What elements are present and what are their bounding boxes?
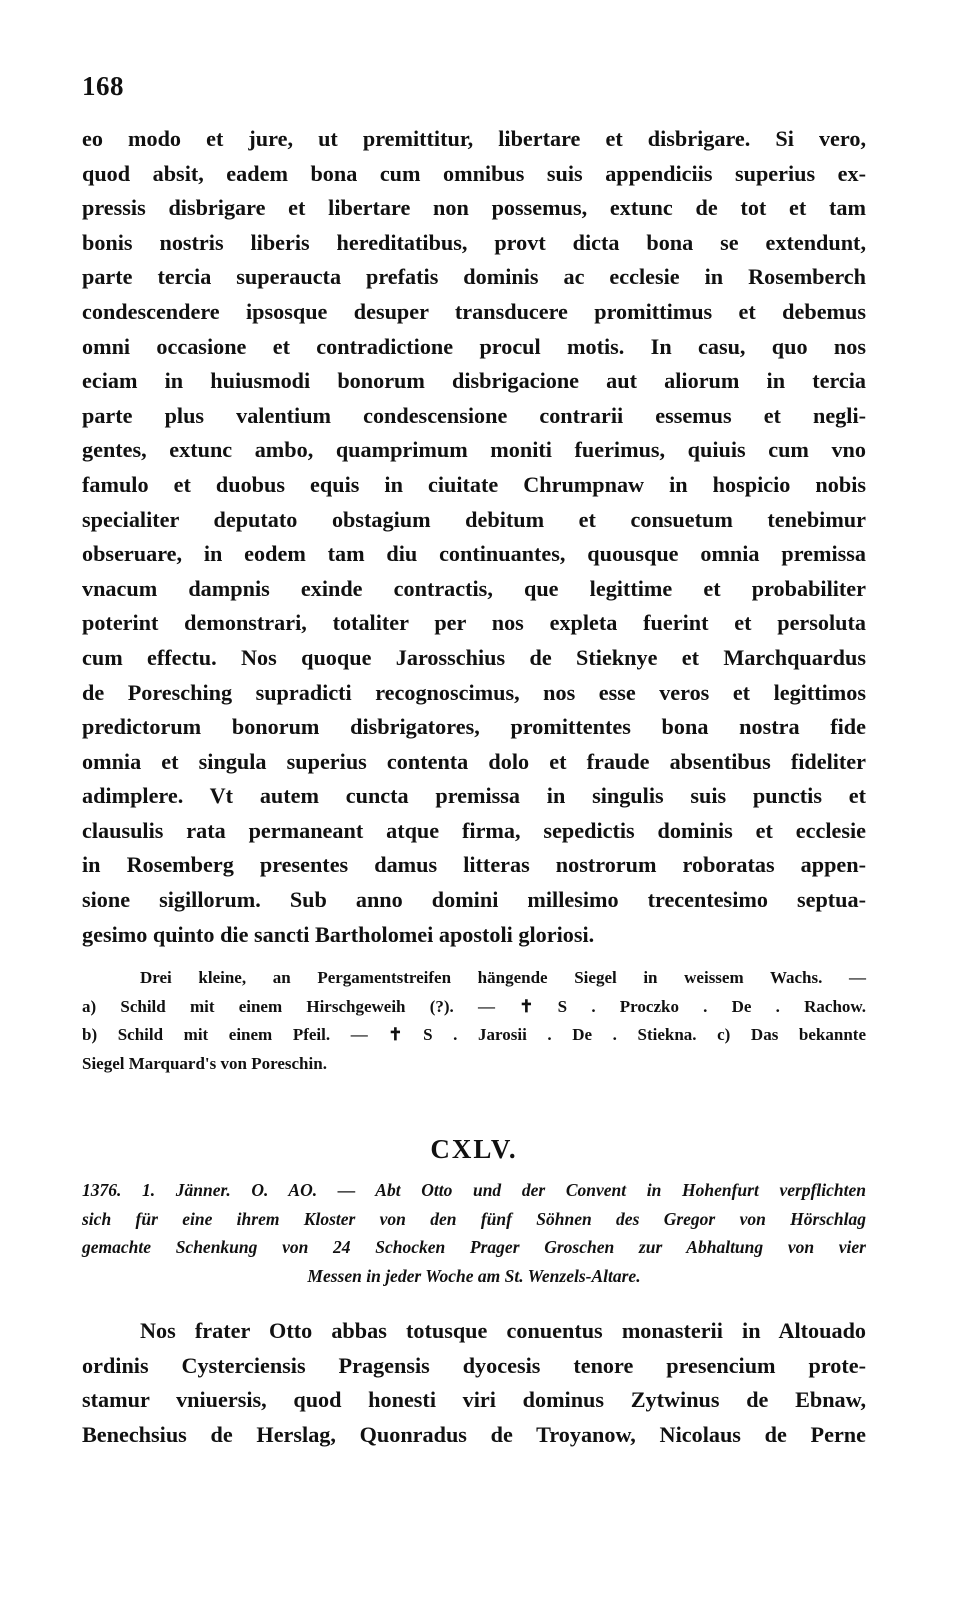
text-line: Nos frater Otto abbas totusque conuentus monasterii in Altouado (140, 1318, 866, 1344)
text-line: specialiter deputato obstagium debitum et consuetum tenebimur (82, 506, 866, 532)
text-line: gentes, extunc ambo, quamprimum moniti fuerimus, quiuis cum vno (82, 437, 866, 463)
text-line: de Poresching supradicti recognoscimus, nos esse veros et legittimos (82, 679, 866, 705)
text-line: ordinis Cysterciensis Pragensis dyocesis tenore presencium prote- (82, 1352, 866, 1378)
text-line: stamur vniuersis, quod honesti viri dominus Zytwinus de Ebnaw, (82, 1387, 866, 1413)
regest-line: 1376. 1. Jänner. O. AO. — Abt Otto und der Convent in Hohenfurt verpflichten (82, 1180, 866, 1201)
text-line: condescendere ipsosque desuper transducere promittimus et debemus (82, 298, 866, 324)
charter-text-paragraph (82, 122, 866, 952)
note-line: b) Schild mit einem Pfeil. — ✝ S . Jarosii . De . Stiekna. c) Das bekannte (82, 1025, 866, 1045)
seal-note (82, 964, 866, 1078)
regest-line: Messen in jeder Woche am St. Wenzels-Altare. (307, 1265, 641, 1286)
document-number-heading: CXLV. (430, 1134, 518, 1165)
text-line: omni occasione et contradictione procul motis. In casu, quo nos (82, 333, 866, 359)
text-line: poterint demonstrari, totaliter per nos expleta fuerint et persoluta (82, 610, 866, 636)
text-line: gesimo quinto die sancti Bartholomei apostoli gloriosi. (82, 921, 595, 947)
text-line: predictorum bonorum disbrigatores, promittentes bona nostra fide (82, 714, 866, 740)
note-line: Drei kleine, an Pergamentstreifen hängende Siegel in weissem Wachs. — (140, 968, 866, 988)
text-line: sione sigillorum. Sub anno domini millesimo trecentesimo septua- (82, 887, 866, 913)
text-line: cum effectu. Nos quoque Jarosschius de Stieknye et Marchquardus (82, 644, 866, 670)
text-line: parte plus valentium condescensione contrarii essemus et negli- (82, 402, 866, 428)
regest-line: gemachte Schenkung von 24 Schocken Prager Groschen zur Abhaltung von vier (82, 1237, 866, 1258)
charter-text-paragraph-2 (82, 1314, 866, 1452)
text-line: obseruare, in eodem tam diu continuantes, quousque omnia premissa (82, 541, 866, 567)
text-line: vnacum dampnis exinde contractis, que legittime et probabiliter (82, 575, 866, 601)
text-line: quod absit, eadem bona cum omnibus suis appendiciis superius ex- (82, 160, 866, 186)
text-line: in Rosemberg presentes damus litteras nostrorum roboratas appen- (82, 852, 866, 878)
document-page (82, 70, 866, 1453)
page-number: 168 (82, 71, 124, 101)
text-line: omnia et singula superius contenta dolo et fraude absentibus fideliter (82, 748, 866, 774)
note-line: Siegel Marquard's von Poreschin. (82, 1053, 327, 1073)
note-line: a) Schild mit einem Hirschgeweih (?). — ✝ S . Proczko . De . Rachow. (82, 996, 866, 1016)
text-line: clausulis rata permaneant atque firma, sepedictis dominis et ecclesie (82, 817, 866, 843)
text-line: adimplere. Vt autem cuncta premissa in singulis suis punctis et (82, 783, 866, 809)
text-line: famulo et duobus equis in ciuitate Chrumpnaw in hospicio nobis (82, 471, 866, 497)
text-line: parte tercia superaucta prefatis dominis ac ecclesie in Rosemberch (82, 264, 866, 290)
text-line: eo modo et jure, ut premittitur, libertare et disbrigare. Si vero, (82, 126, 866, 151)
text-line: pressis disbrigare et libertare non possemus, extunc de tot et tam (82, 195, 866, 221)
text-line: Benechsius de Herslag, Quonradus de Troyanow, Nicolaus de Perne (82, 1422, 866, 1448)
regest-line: sich für eine ihrem Kloster von den fünf Söhnen des Gregor von Hörschlag (82, 1208, 866, 1229)
regest-summary (82, 1176, 866, 1290)
text-line: bonis nostris liberis hereditatibus, provt dicta bona se extendunt, (82, 229, 866, 255)
text-line: eciam in huiusmodi bonorum disbrigacione aut aliorum in tercia (82, 368, 866, 394)
